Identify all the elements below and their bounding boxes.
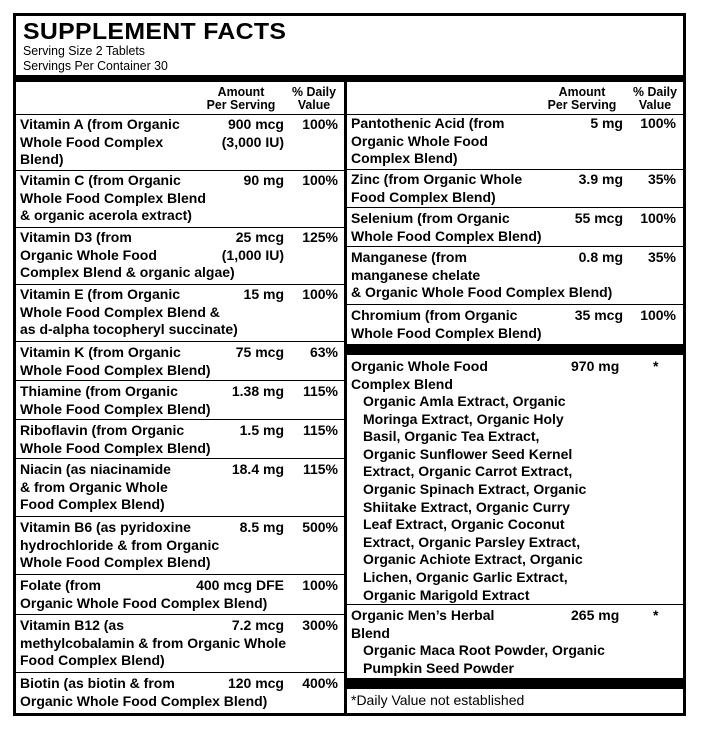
nutrient-amount: 1.5 mg bbox=[239, 422, 284, 438]
nutrient-dv: 35% bbox=[647, 249, 676, 265]
row-separator bbox=[16, 284, 344, 285]
nutrient-amount: 18.4 mg bbox=[231, 461, 284, 477]
nutrient-name: Riboflavin (from Organic Whole Food Complex Blend) bbox=[20, 422, 211, 456]
nutrient-amount: 25 mcg (1,000 IU) bbox=[221, 229, 284, 263]
nutrient-name: Vitamin B6 (as pyridoxine hydrochloride & from Organic Whole Food Complex Blend) bbox=[20, 519, 220, 570]
left-column bbox=[16, 82, 344, 713]
blend-ingredients-text: Organic Amla Extract, Organic Moringa Extract, Organic Holy Basil, Organic Tea Extract, Organic Sunflower Seed Kernel Extract, Organic Carrot Extract, Organic Spinach Extract, Organic Shiitake Extract, Organic Curry Leaf Extract, Organic Coconut Extract, Organic Parsley Extract, Organic Achiote Extract, Organic Lichen, Organic Garlic Extract, Organic Marigold Extract bbox=[363, 393, 587, 603]
blend-name: Organic Whole Food Complex Blend bbox=[351, 358, 488, 392]
nutrient-dv: 100% bbox=[302, 577, 338, 593]
footnote: *Daily Value not established bbox=[351, 692, 525, 708]
nutrient-dv: 300% bbox=[302, 617, 338, 633]
nutrient-amount: 15 mg bbox=[243, 286, 284, 302]
nutrient-amount: 400 mcg DFE bbox=[196, 577, 284, 593]
row-separator bbox=[16, 170, 344, 171]
blend-amount: 265 mg bbox=[571, 607, 620, 623]
serving-size: Serving Size 2 Tablets bbox=[23, 43, 145, 58]
row-separator bbox=[347, 169, 683, 170]
row-separator bbox=[16, 419, 344, 420]
nutrient-amount: 8.5 mg bbox=[239, 519, 284, 535]
nutrient-dv: 100% bbox=[640, 115, 676, 131]
row-separator bbox=[347, 304, 683, 305]
blend-dv: * bbox=[653, 358, 659, 374]
blend-ingredients bbox=[363, 642, 605, 677]
nutrient-name: Vitamin K (from Organic Whole Food Complex Blend) bbox=[20, 344, 211, 378]
supplement-facts-panel bbox=[13, 13, 686, 716]
nutrient-amount: 90 mg bbox=[243, 172, 284, 188]
blend-name: Organic Men’s Herbal Blend bbox=[351, 607, 495, 641]
nutrient-name: Folate (from Organic Whole Food Complex Blend) bbox=[20, 577, 268, 611]
footnote-divider-bar bbox=[347, 678, 683, 689]
nutrient-name: Chromium (from Organic Whole Food Complex Blend) bbox=[351, 307, 542, 341]
nutrient-dv: 500% bbox=[302, 519, 338, 535]
nutrient-amount: 75 mcg bbox=[235, 344, 284, 360]
nutrient-name: Niacin (as niacinamide & from Organic Whole Food Complex Blend) bbox=[20, 461, 171, 512]
nutrient-dv: 100% bbox=[302, 172, 338, 188]
nutrient-amount: 35 mcg bbox=[574, 307, 623, 323]
row-separator bbox=[16, 516, 344, 517]
row-separator bbox=[16, 614, 344, 615]
row-separator bbox=[16, 458, 344, 459]
row-separator bbox=[347, 604, 683, 605]
row-separator bbox=[16, 341, 344, 342]
row-separator bbox=[16, 380, 344, 381]
row-separator bbox=[347, 246, 683, 247]
nutrient-dv: 115% bbox=[302, 422, 338, 438]
daily-value-header-right: % Daily Value bbox=[633, 84, 677, 112]
nutrient-name: Vitamin E (from Organic Whole Food Complex Blend & as d-alpha tocopheryl succinate) bbox=[20, 286, 238, 337]
nutrient-amount: 5 mg bbox=[590, 115, 623, 131]
top-divider-bar bbox=[16, 75, 683, 82]
nutrient-name: Vitamin B12 (as methylcobalamin & from Organic Whole Food Complex Blend) bbox=[20, 617, 287, 668]
row-separator bbox=[16, 574, 344, 575]
nutrient-name: Vitamin D3 (from Organic Whole Food Complex Blend & organic algae) bbox=[20, 229, 235, 280]
blend-amount: 970 mg bbox=[571, 358, 620, 374]
nutrient-amount: 1.38 mg bbox=[231, 383, 284, 399]
nutrient-name: Vitamin C (from Organic Whole Food Complex Blend & organic acerola extract) bbox=[20, 172, 206, 223]
nutrient-name: Biotin (as biotin & from Organic Whole Food Complex Blend) bbox=[20, 675, 268, 709]
nutrient-amount: 3.9 mg bbox=[578, 171, 623, 187]
nutrient-dv: 63% bbox=[309, 344, 338, 360]
row-separator bbox=[16, 672, 344, 673]
row-separator bbox=[347, 207, 683, 208]
header-underline-left bbox=[16, 114, 344, 115]
daily-value-header-left: % Daily Value bbox=[292, 84, 336, 112]
nutrient-dv: 100% bbox=[302, 286, 338, 302]
blend-ingredients-text: Organic Maca Root Powder, Organic Pumpkin Seed Powder bbox=[363, 642, 605, 676]
blend-dv: * bbox=[653, 607, 659, 623]
nutrient-amount: 7.2 mcg bbox=[231, 617, 284, 633]
nutrient-dv: 100% bbox=[640, 307, 676, 323]
blend-ingredients bbox=[363, 393, 586, 604]
nutrient-dv: 115% bbox=[302, 383, 338, 399]
nutrient-dv: 125% bbox=[302, 229, 338, 245]
amount-header-right: Amount Per Serving bbox=[547, 84, 617, 112]
nutrient-amount: 0.8 mg bbox=[578, 249, 623, 265]
nutrient-dv: 35% bbox=[647, 171, 676, 187]
nutrient-name: Thiamine (from Organic Whole Food Complex Blend) bbox=[20, 383, 211, 417]
amount-header-left: Amount Per Serving bbox=[206, 84, 276, 112]
nutrient-dv: 400% bbox=[302, 675, 338, 691]
row-separator bbox=[16, 227, 344, 228]
right-column bbox=[347, 82, 683, 713]
nutrient-name: Zinc (from Organic Whole Food Complex Blend) bbox=[351, 171, 523, 205]
nutrient-name: Vitamin A (from Organic Whole Food Complex Blend) bbox=[20, 116, 180, 167]
nutrient-amount: 900 mcg (3,000 IU) bbox=[221, 116, 284, 150]
servings-per-container: Servings Per Container 30 bbox=[23, 58, 168, 73]
nutrient-amount: 55 mcg bbox=[574, 210, 623, 226]
panel-title: SUPPLEMENT FACTS bbox=[23, 18, 287, 44]
nutrient-dv: 100% bbox=[302, 116, 338, 132]
nutrient-name: Selenium (from Organic Whole Food Complex Blend) bbox=[351, 210, 542, 244]
nutrient-name: Manganese (from manganese chelate & Organic Whole Food Complex Blend) bbox=[351, 249, 613, 300]
nutrient-dv: 100% bbox=[640, 210, 676, 226]
nutrient-amount: 120 mcg bbox=[227, 675, 284, 691]
nutrient-dv: 115% bbox=[302, 461, 338, 477]
section-divider-bar bbox=[347, 344, 683, 355]
nutrient-name: Pantothenic Acid (from Organic Whole Food Complex Blend) bbox=[351, 115, 505, 166]
